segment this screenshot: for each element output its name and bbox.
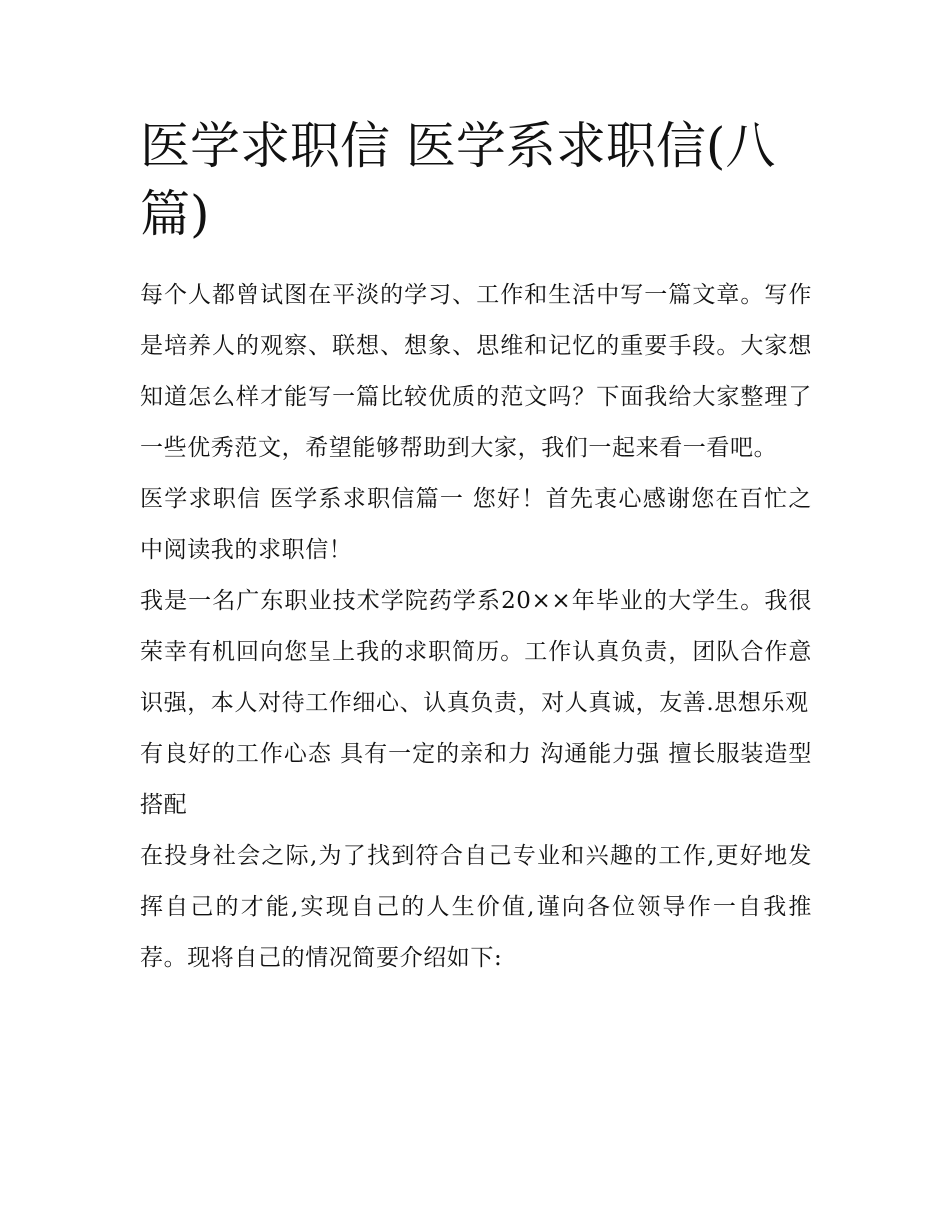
- document-page: [140, 112, 812, 984]
- document-title: 医学求职信 医学系求职信(八篇): [140, 117, 776, 243]
- paragraph-intro: 每个人都曾试图在平淡的学习、工作和生活中写一篇文章。写作是培养人的观察、联想、想象、思维和记忆的重要手段。大家想知道怎么样才能写一篇比较优质的范文吗？下面我给大家整理了一些优秀范文，希望能够帮助到大家，我们一起来看一看吧。: [140, 282, 812, 461]
- paragraph-recommendation: 在投身社会之际,为了找到符合自己专业和兴趣的工作,更好地发挥自己的才能,实现自己的人生价值,谨向各位领导作一自我推荐。现将自己的情况简要介绍如下:: [140, 843, 812, 971]
- paragraph-strengths: 有良好的工作心态 具有一定的亲和力 沟通能力强 擅长服装造型搭配: [140, 741, 812, 818]
- document-body: [140, 270, 812, 984]
- paragraph-greeting: 医学求职信 医学系求职信篇一 您好！首先衷心感谢您在百忙之中阅读我的求职信！: [140, 486, 812, 563]
- paragraph-self-introduction: 我是一名广东职业技术学院药学系20××年毕业的大学生。我很荣幸有机回向您呈上我的求职简历。工作认真负责，团队合作意识强，本人对待工作细心、认真负责，对人真诚，友善.思想乐观: [140, 588, 812, 716]
